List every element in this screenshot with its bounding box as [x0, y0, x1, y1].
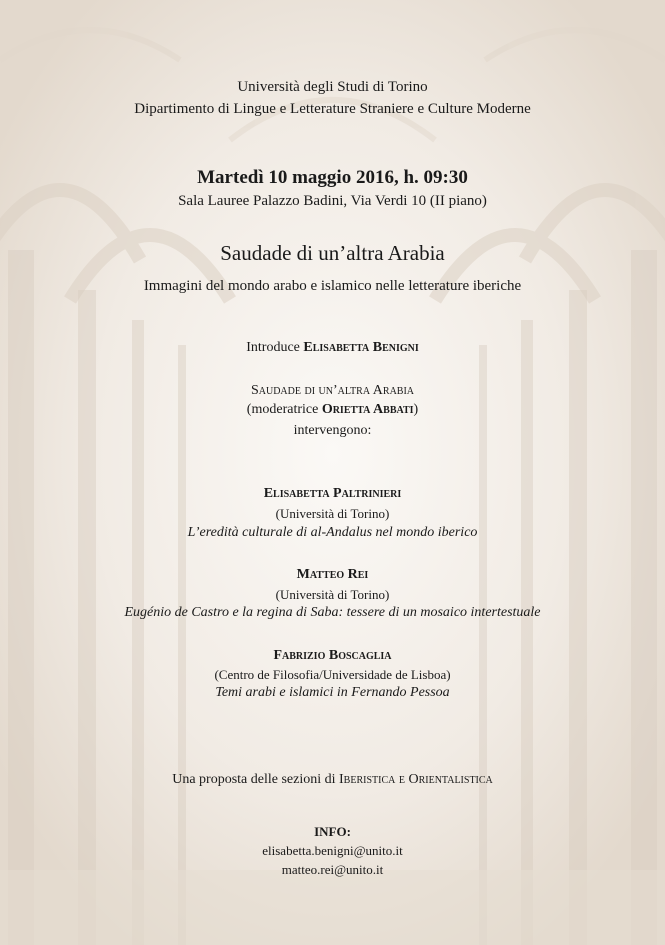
event-date-time: Martedì 10 maggio 2016, h. 09:30 [197, 167, 468, 188]
moderator-name: Orietta Abbati [321, 402, 414, 417]
speaker-talk-title: L’eredità culturale di al-Andalus nel mondo iberico [187, 525, 478, 540]
contact-email: matteo.rei@unito.it [281, 862, 384, 877]
proposal-conjunction: e [395, 772, 409, 787]
proposal-prefix: Una proposta delle sezioni di [172, 772, 340, 787]
contact-email: elisabetta.benigni@unito.it [262, 843, 403, 858]
speaker-name: Matteo Rei [296, 567, 369, 582]
speaker-affiliation: (Centro de Filosofia/Universidade de Lisboa) [214, 667, 451, 682]
introduction [0, 340, 665, 356]
info-label: INFO: [314, 824, 351, 839]
speaker-affiliation: (Università di Torino) [275, 506, 390, 521]
event-subtitle: Immagini del mondo arabo e islamico nelle letterature iberiche [143, 278, 522, 294]
speaker-talk-title: Eugénio de Castro e la regina di Saba: tessere di un mosaico intertestuale [124, 605, 541, 620]
session-moderator [0, 402, 665, 418]
session-name: Saudade di un’altra Arabia [250, 383, 415, 398]
proposal-line [0, 772, 665, 788]
speaker-talk-title: Temi arabi e islamici in Fernando Pessoa [215, 685, 450, 700]
event-venue: Sala Lauree Palazzo Badini, Via Verdi 10 (II piano) [178, 193, 487, 209]
department-name: Dipartimento di Lingue e Letterature Straniere e Culture Moderne [134, 101, 531, 117]
proposal-section-iberistica: Iberistica [339, 772, 396, 787]
intro-speaker-name: Elisabetta Benigni [303, 340, 419, 355]
speaker-name: Elisabetta Paltrinieri [263, 486, 402, 501]
speakers-label: intervengono: [293, 423, 372, 438]
speaker-affiliation: (Università di Torino) [275, 587, 390, 602]
university-name: Università degli Studi di Torino [237, 79, 428, 95]
moderator-suffix: ) [413, 402, 419, 417]
event-title: Saudade di un’altra Arabia [220, 241, 445, 265]
moderator-prefix: (moderatrice [246, 402, 322, 417]
intro-prefix: Introduce [246, 340, 304, 355]
speaker-name: Fabrizio Boscaglia [273, 648, 392, 663]
proposal-section-orientalistica: Orientalistica [408, 772, 493, 787]
